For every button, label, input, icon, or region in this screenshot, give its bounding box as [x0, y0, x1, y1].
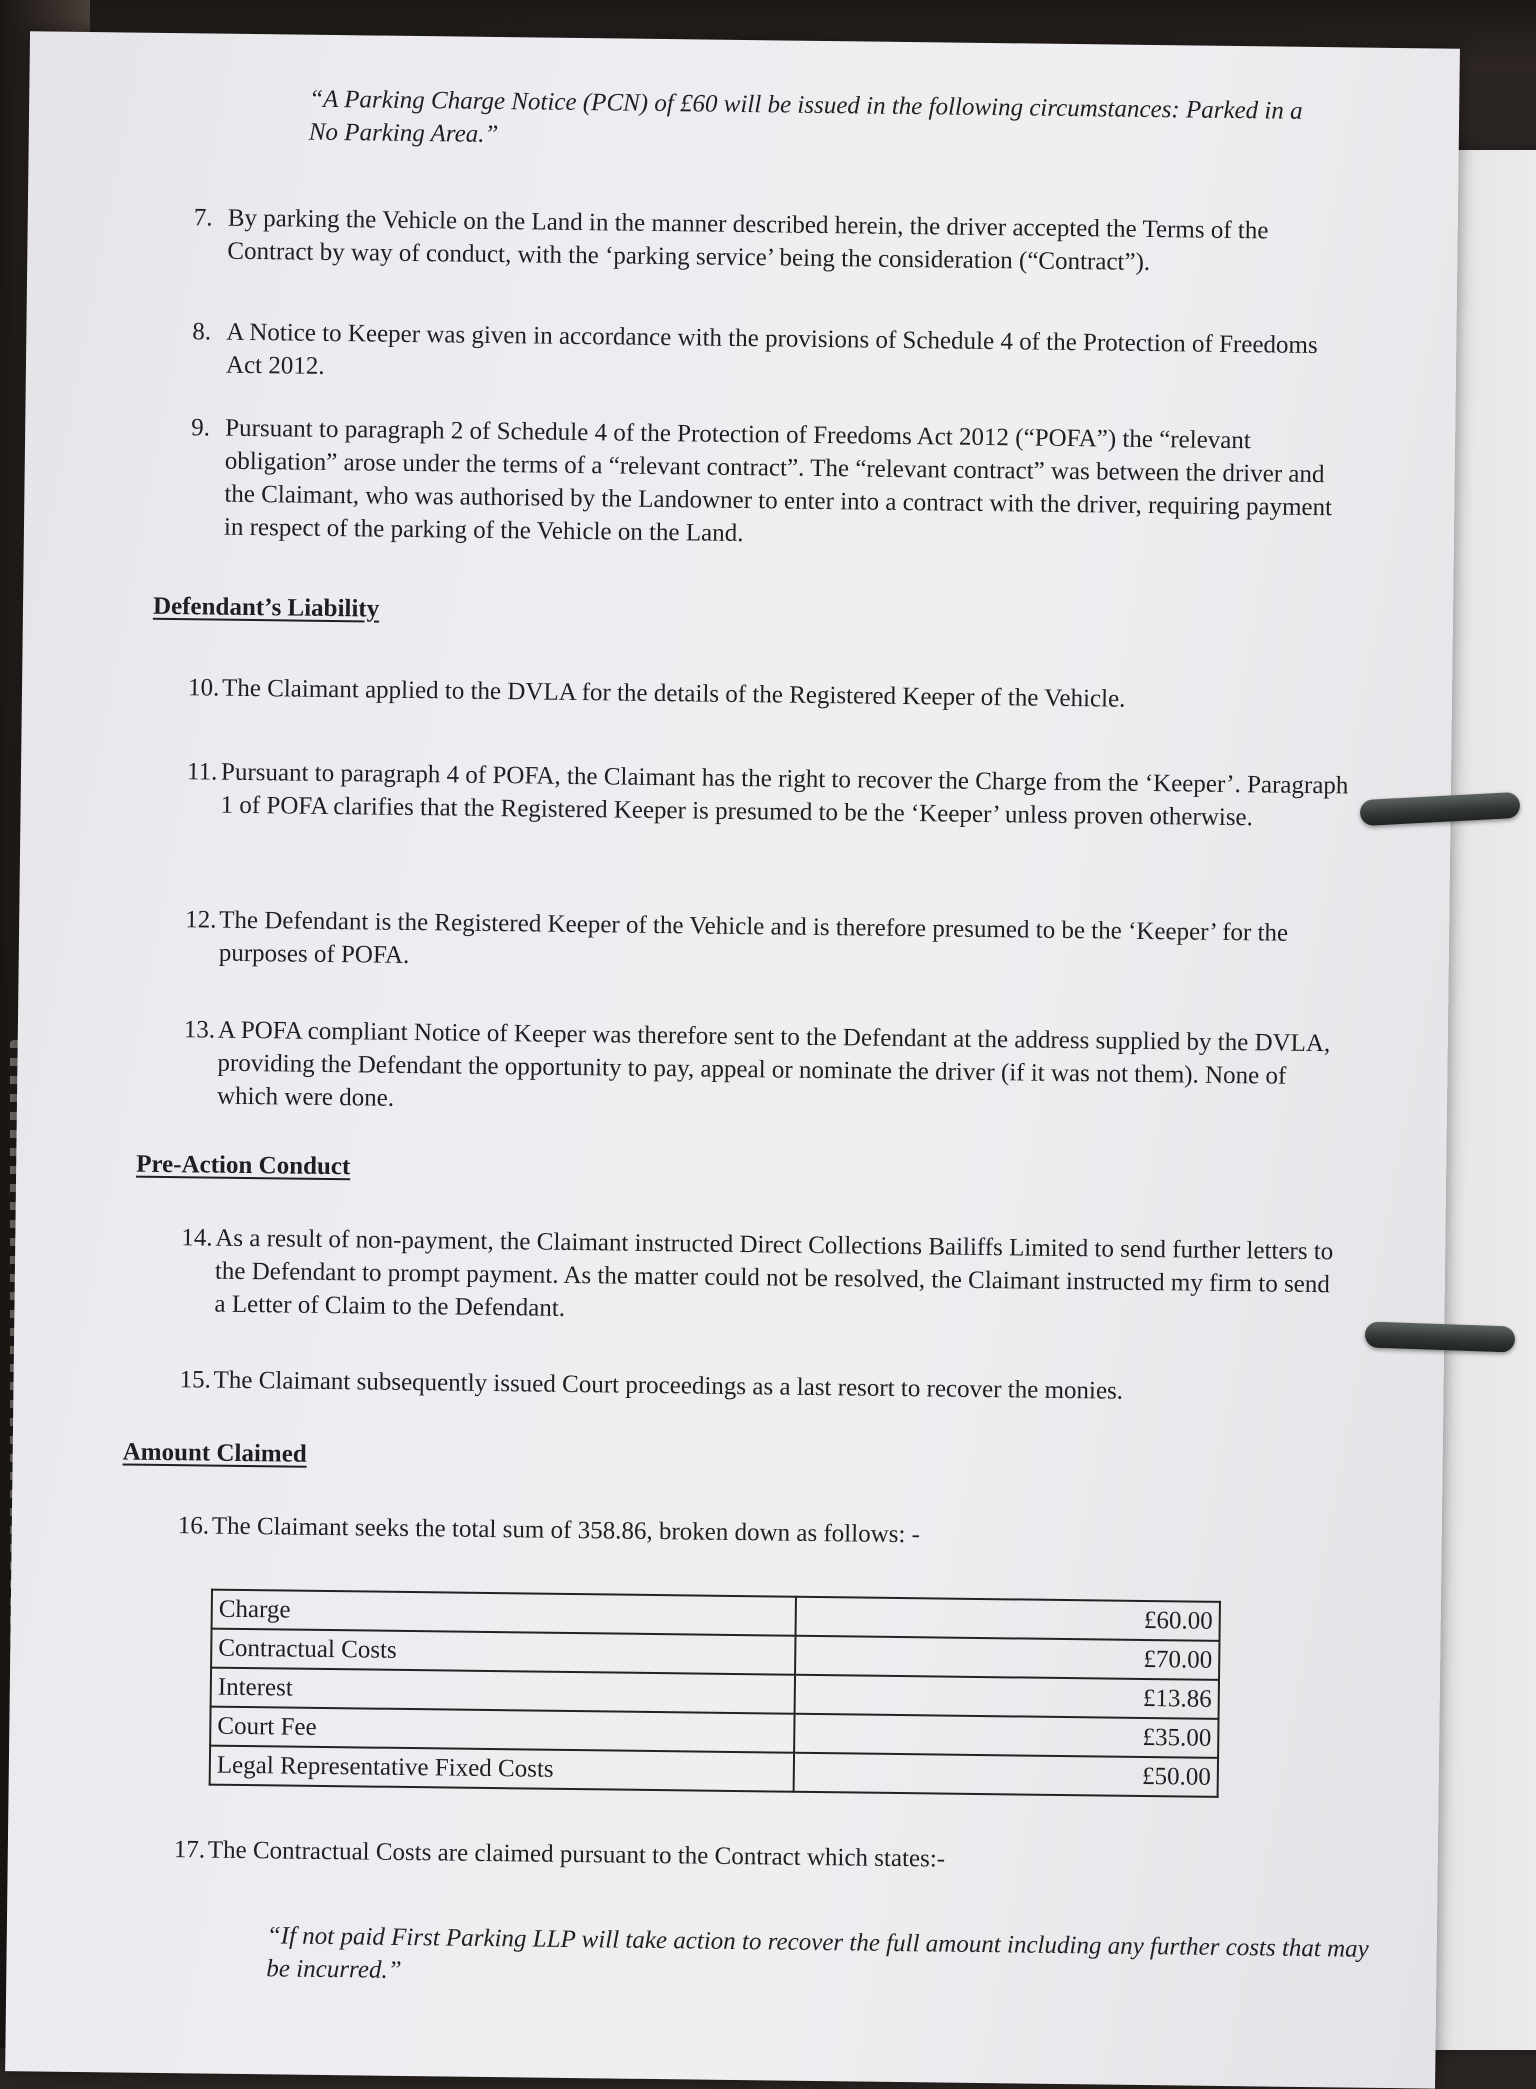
paragraph-text: The Defendant is the Registered Keeper of the Vehicle and is therefore presumed to be the ‘Keeper’ for the purposes of POFA. — [218, 906, 1289, 969]
paragraph-13 — [183, 1014, 1348, 1127]
paragraph-16 — [177, 1510, 1342, 1557]
table-cell-label: Court Fee — [210, 1707, 794, 1753]
paragraph-number: 12. — [185, 906, 217, 934]
paragraph-14 — [181, 1222, 1345, 1335]
table-cell-value: £35.00 — [794, 1714, 1218, 1758]
paragraph-12 — [185, 904, 1350, 984]
paragraph-17 — [173, 1834, 1338, 1881]
paragraph-number: 14. — [181, 1224, 213, 1252]
paragraph-10 — [187, 672, 1352, 719]
table-cell-value: £70.00 — [795, 1636, 1219, 1680]
paragraph-text: By parking the Vehicle on the Land in the manner described herein, the driver accepted the Terms of the Contract by way of conduct, with the ‘parking service’ being the consideration (“Contract”). — [227, 204, 1269, 276]
table-cell-value: £50.00 — [794, 1753, 1218, 1797]
paragraph-number: 9. — [191, 414, 211, 442]
paragraph-text: As a result of non-payment, the Claimant instructed Direct Collections Bailiffs Limited to send further letters to the Defendant to prompt payment. As the matter could not be resolved, the Claimant instructed my firm to send a Letter of Claim to the Defendant. — [214, 1224, 1334, 1322]
paragraph-text: Pursuant to paragraph 2 of Schedule 4 of the Protection of Freedoms Act 2012 (“POFA”) the “relevant obligation” arose under the terms of a “relevant contract”. The “relevant contract” was between the driver and the Claimant, who was authorised by the Landowner to enter into a contract with the driver, requiring payment in respect of the parking of the Vehicle on the Land. — [223, 414, 1333, 548]
paragraph-text: The Claimant subsequently issued Court proceedings as a last resort to recover the monies. — [213, 1366, 1124, 1405]
paragraph-number: 16. — [177, 1512, 210, 1540]
paragraph-text: A Notice to Keeper was given in accordance with the provisions of Schedule 4 of the Protection of Freedoms Act 2012. — [225, 318, 1318, 380]
heading-amount-claimed: Amount Claimed — [122, 1438, 307, 1468]
paragraph-text: The Claimant applied to the DVLA for the details of the Registered Keeper of the Vehicle. — [221, 674, 1126, 713]
document-page — [5, 31, 1460, 2088]
paragraph-11 — [186, 756, 1351, 836]
table-cell-value: £13.86 — [795, 1675, 1219, 1719]
paragraph-text: The Contractual Costs are claimed pursuant to the Contract which states:- — [207, 1836, 946, 1873]
table-cell-label: Legal Representative Fixed Costs — [210, 1746, 794, 1792]
paragraph-number: 15. — [179, 1366, 212, 1394]
paragraph-number: 8. — [192, 318, 212, 346]
closing-quote: “If not paid First Parking LLP will take action to recover the full amount including any further costs that may be incurred.” — [266, 1922, 1369, 1984]
paragraph-text: A POFA compliant Notice of Keeper was therefore sent to the Defendant at the address supplied by the DVLA, providing the Defendant the opportunity to pay, appeal or nominate the driver (if it was not them). None of which were done. — [216, 1016, 1331, 1112]
page-content — [5, 31, 1460, 2088]
paragraph-text: The Claimant seeks the total sum of 358.86, broken down as follows: - — [211, 1512, 921, 1549]
heading-defendants-liability: Defendant’s Liability — [152, 592, 380, 623]
paragraph-number: 13. — [183, 1016, 216, 1044]
paragraph-number: 17. — [173, 1836, 206, 1864]
opening-quote: “A Parking Charge Notice (PCN) of £60 will be issued in the following circumstances: Parked in a No Parking Area.” — [308, 85, 1303, 148]
paragraph-number: 7. — [193, 204, 213, 232]
paragraph-text: Pursuant to paragraph 4 of POFA, the Claimant has the right to recover the Charge from the ‘Keeper’. Paragraph 1 of POFA clarifies that the Registered Keeper is presumed to be the ‘Keeper’ unless proven otherwise. — [220, 758, 1349, 832]
paragraph-7 — [193, 202, 1358, 282]
heading-pre-action-conduct: Pre-Action Conduct — [136, 1150, 351, 1181]
paragraph-8 — [192, 316, 1357, 396]
table-cell-label: Interest — [211, 1668, 795, 1714]
table-cell-label: Contractual Costs — [211, 1629, 795, 1675]
table-cell-label: Charge — [212, 1590, 796, 1636]
paragraph-number: 10. — [187, 674, 220, 702]
paragraph-number: 11. — [186, 758, 218, 786]
paragraph-15 — [179, 1364, 1343, 1411]
binding-string-lower — [1365, 1321, 1516, 1352]
paragraph-9 — [191, 412, 1356, 558]
table-cell-value: £60.00 — [796, 1597, 1220, 1641]
amounts-table — [209, 1589, 1221, 1798]
